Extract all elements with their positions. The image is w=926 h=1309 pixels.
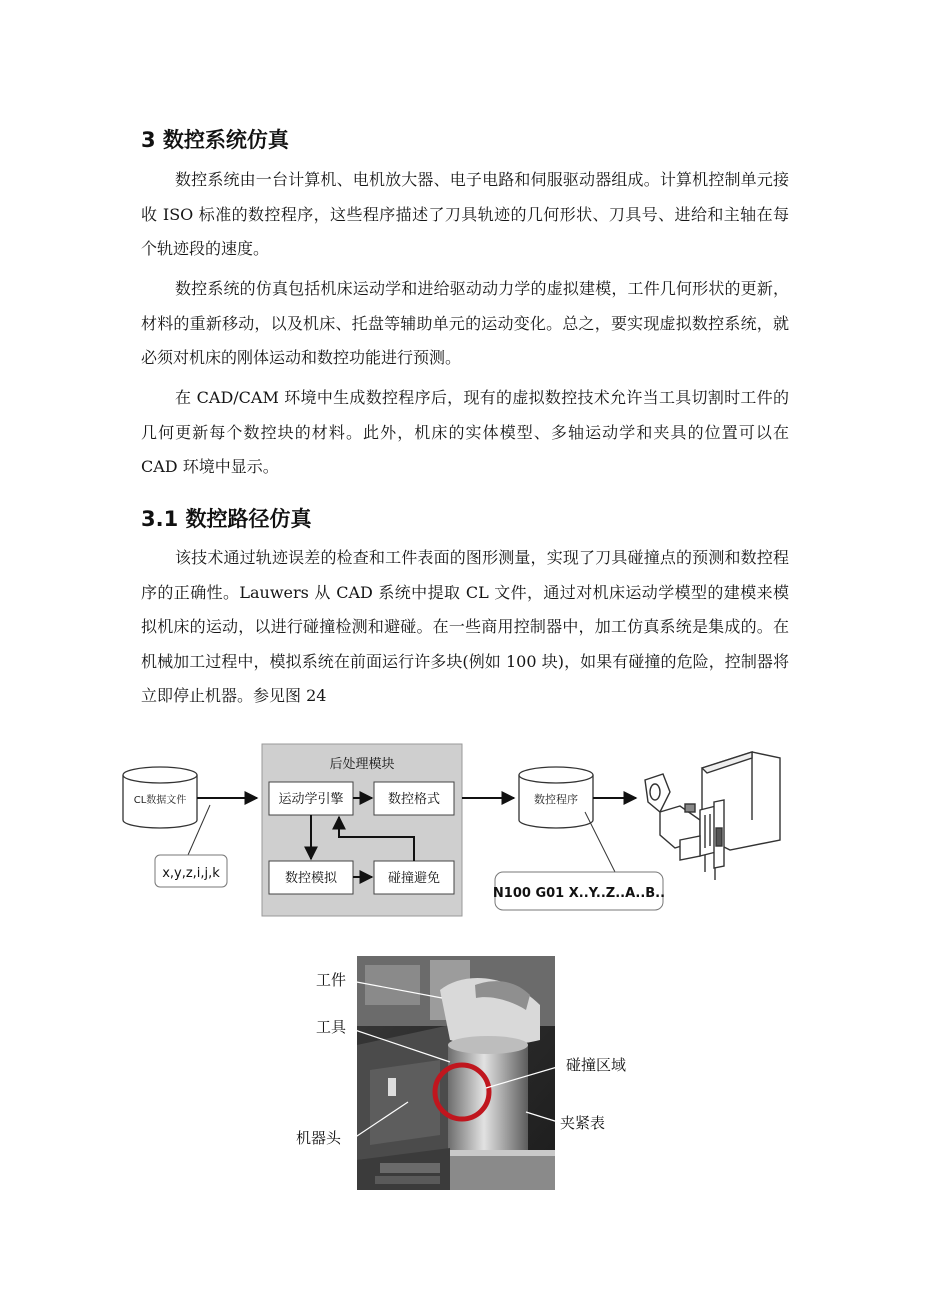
- machine-tool-illustration: [645, 752, 780, 880]
- machine-photo: [357, 956, 555, 1190]
- section-3-paragraph-3: 在 CAD/CAM 环境中生成数控程序后，现有的虚拟数控技术允许当工具切割时工件的几何更新每个数控块的材料。此外，机床的实体模型、多轴运动学和夹具的位置可以在 CAD 环境中显示。: [141, 388, 789, 476]
- cl-params-label: x,y,z,i,j,k: [162, 866, 220, 881]
- nc-code-callout-line: [585, 812, 615, 872]
- post-processing-flow-diagram: [133, 740, 790, 920]
- nc-program-label: 数控程序: [534, 793, 578, 806]
- label-collision-zone: 碰撞区域: [566, 1056, 627, 1074]
- label-clamp-table: 夹紧表: [560, 1114, 606, 1132]
- section-3-1-paragraph: 该技术通过轨迹误差的检查和工件表面的图形测量，实现了刀具碰撞点的预测和数控程序的正确性。Lauwers 从 CAD 系统中提取 CL 文件，通过对机床运动学模型的建模来模拟机床的运动，以进行碰撞检测和避碰。在一些商用控制器中，加工仿真系统是集成的。在机械加工过程中，模拟系统在前面运行许多块(例如 100 块)，如果有碰撞的危险，控制器将立即停止机器。参见图 24: [141, 548, 789, 705]
- nc-format-label: 数控格式: [387, 792, 441, 807]
- cl-data-file-label: CL数据文件: [133, 795, 187, 806]
- nc-simulation-label: 数控模拟: [284, 871, 338, 886]
- label-tool: 工具: [316, 1018, 347, 1036]
- nc-program-cylinder: [519, 767, 593, 828]
- section-3-paragraph-2: 数控系统的仿真包括机床运动学和进给驱动动力学的虚拟建模，工件几何形状的更新，材料的重新移动，以及机床、托盘等辅助单元的运动变化。总之，要实现虚拟数控系统，就必须对机床的刚体运动和数控功能进行预测。: [141, 279, 789, 367]
- post-module-title: 后处理模块: [329, 757, 395, 772]
- label-workpiece: 工件: [316, 971, 347, 989]
- nc-code-label: N100 G01 X..Y..Z..A..B..: [492, 886, 666, 901]
- kinematics-engine-label: 运动学引擎: [278, 792, 344, 807]
- section-3-heading: 3 数控系统仿真: [141, 128, 289, 152]
- collision-photo-figure: [290, 950, 640, 1195]
- cl-data-file-cylinder: [123, 767, 197, 828]
- collision-avoidance-label: 碰撞避免: [387, 871, 441, 886]
- section-3-1-heading: 3.1 数控路径仿真: [141, 507, 312, 531]
- section-3-paragraph-1: 数控系统由一台计算机、电机放大器、电子电路和伺服驱动器组成。计算机控制单元接收 ISO 标准的数控程序，这些程序描述了刀具轨迹的几何形状、刀具号、进给和主轴在每个轨迹段的速度。: [141, 170, 789, 258]
- label-machine-head: 机器头: [296, 1129, 342, 1147]
